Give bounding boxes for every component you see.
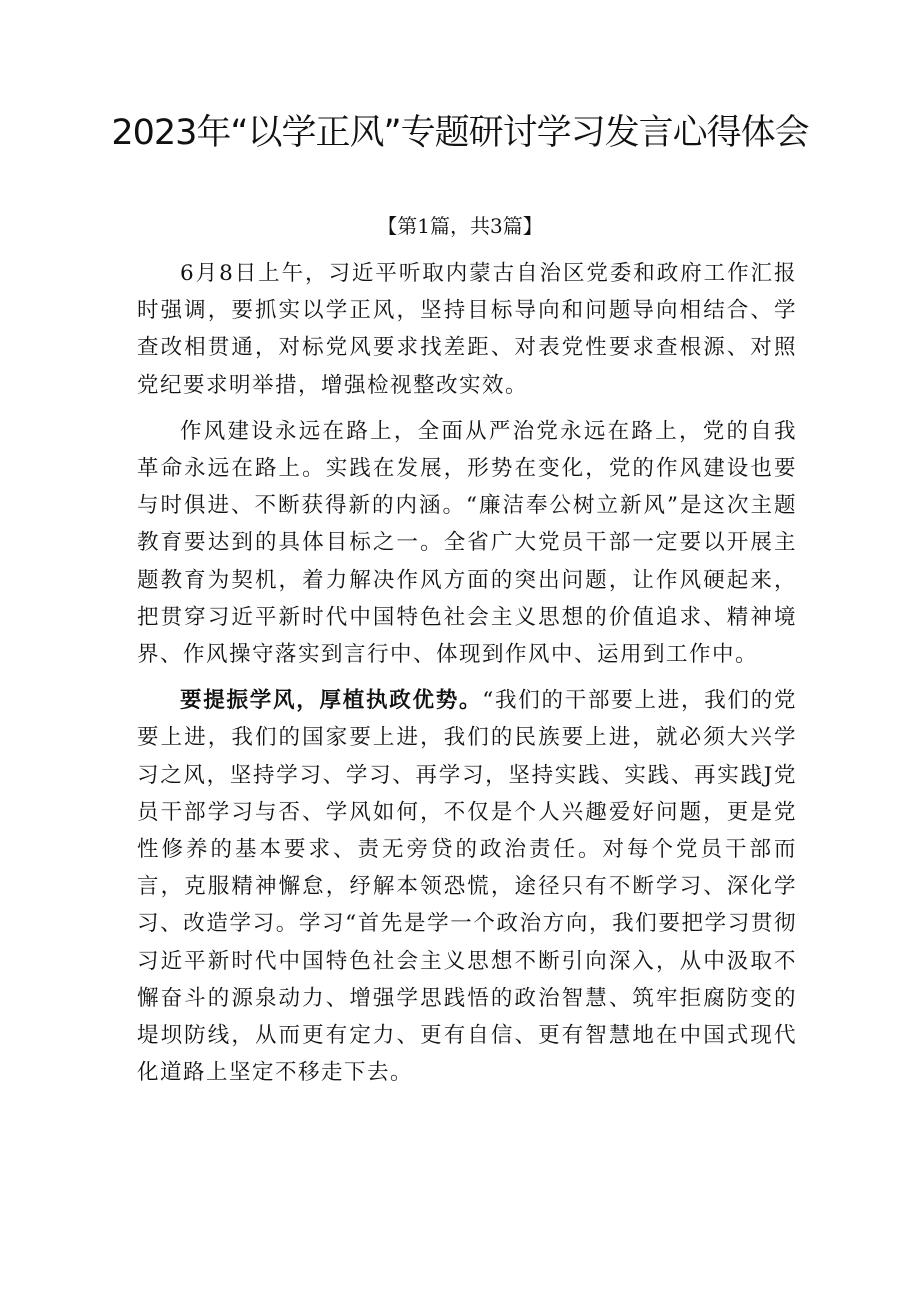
paragraph-3-lead: 要提振学风，厚植执政优势。	[180, 688, 483, 714]
paragraph-2-text: 作风建设永远在路上，全面从严治党永远在路上，党的自我革命永远在路上。实践在发展，形势在变化，党的作风建设也要与时俱进、不断获得新的内涵。“廉洁奉公树立新风”是这次主题教育要达到的具体目标之一。全省广大党员干部一定要以开展主题教育为契机，着力解决作风方面的突出问题，让作风硬起来，把贯穿习近平新时代中国特色社会主义思想的价值追求、精神境界、作风操守落实到言行中、体现到作风中、运用到工作中。	[137, 418, 797, 668]
paragraph-3	[137, 682, 797, 1091]
paragraph-2	[137, 413, 797, 673]
paragraph-1-text: 6月8日上午，习近平听取内蒙古自治区党委和政府工作汇报时强调，要抓实以学正风，坚持目标导向和问题导向相结合、学查改相贯通，对标党风要求找差距、对表党性要求查根源、对照党纪要求明举措，增强检视整改实效。	[137, 261, 797, 398]
document-body	[137, 255, 797, 1091]
paragraph-3-text: “我们的干部要上进，我们的党要上进，我们的国家要上进，我们的民族要上进，就必须大兴学习之风，坚持学习、学习、再学习，坚持实践、实践、再实践J党员干部学习与否、学风如何，不仅是个人兴趣爱好问题，更是党性修养的基本要求、责无旁贷的政治责任。对每个党员干部而言，克服精神懈怠，纾解本领恐慌，途径只有不断学习、深化学习、改造学习。学习“首先是学一个政治方向，我们要把学习贯彻习近平新时代中国特色社会主义思想不断引向深入，从中汲取不懈奋斗的源泉动力、增强学思践悟的政治智慧、筑牢拒腐防变的堤坝防线，从而更有定力、更有自信、更有智慧地在中国式现代化道路上坚定不移走下去。	[137, 688, 797, 1086]
document-title: 2023年“以学正风”专题研讨学习发言心得体会	[111, 113, 809, 153]
paragraph-1	[137, 255, 797, 404]
document-subtitle: 【第1篇，共3篇】	[377, 214, 543, 238]
